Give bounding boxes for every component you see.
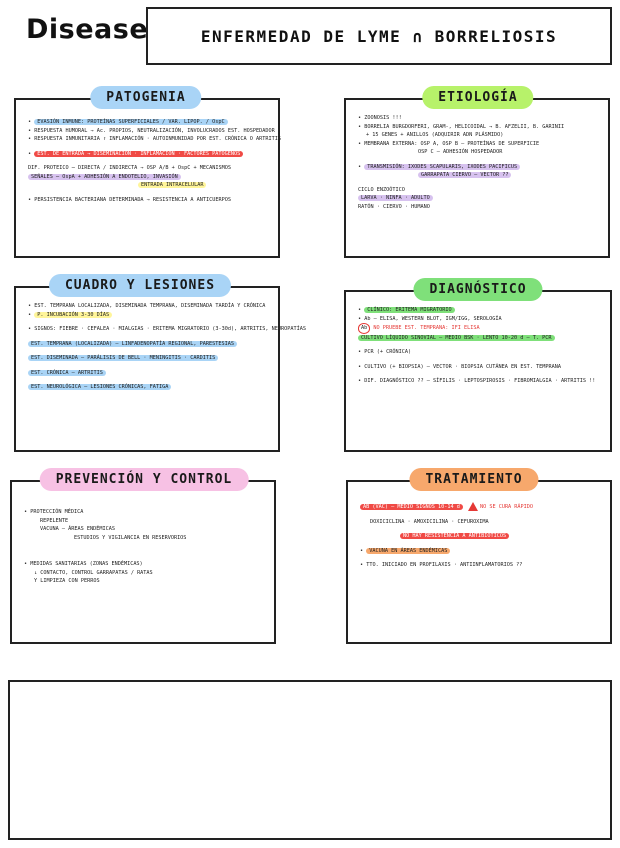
cuadro-line: P. INCUBACIÓN 3-30 DÍAS <box>34 312 112 318</box>
etiologia-content <box>358 114 598 211</box>
cuadro-line: EST. NEUROLÓGICA — LESIONES CRÓNICAS, FATIGA <box>28 384 171 390</box>
diagnostico-line: NO PRUEBE EST. TEMPRANA: IFI ELISA <box>373 325 480 331</box>
cuadro-line: EST. DISEMINADA — PARÁLISIS DE BELL · MENINGITIS · CARDITIS <box>28 355 218 361</box>
prevencion-line: ESTUDIOS Y VIGILANCIA EN RESERVORIOS <box>74 534 187 541</box>
prevencion-line: VACUNA — ÁREAS ENDÉMICAS <box>40 526 115 532</box>
patogenia-line: SEÑALES ─ OspA + ADHESIÓN A ENDOTELIO, INVASIÓN <box>28 174 181 180</box>
tratamiento-line: DOXICICLINA · AMOXICILINA · CEFUROXIMA <box>370 518 489 525</box>
patogenia-line: • PERSISTENCIA BACTERIANA DETERMINADA → RESISTENCIA A ANTICUERPOS <box>28 196 268 205</box>
tratamiento-line: AB (VAC) — MEDIO SIGNOS 10-14 d <box>360 504 463 510</box>
etiologia-title: ETIOLOGÍA <box>422 86 533 109</box>
diagnostico-line: CLÍNICO: ERITEMA MIGRATORIO <box>364 307 454 313</box>
prevencion-line: Y LIMPIEZA CON PERROS <box>34 578 100 584</box>
prevencion-line: • MEDIDAS SANITARIAS (ZONAS ENDÉMICAS) <box>24 560 264 569</box>
diagnostico-line: • DIF. DIAGNÓSTICO ?? — SÍFILIS · LEPTOSPIROSIS · FIBROMIALGIA · ARTRITIS !! <box>358 377 600 386</box>
section-diagnostico <box>344 290 612 452</box>
tratamiento-line: VACUNA EN ÁREAS ENDÉMICAS <box>366 548 450 554</box>
patogenia-content <box>28 118 281 204</box>
etiologia-line: OSP C — ADHESIÓN HOSPEDADOR <box>418 149 503 155</box>
prevencion-title: PREVENCIÓN Y CONTROL <box>40 468 249 491</box>
tratamiento-line: • TTO. INICIADO EN PROFILAXIS · ANTIINFLAMATORIOS ?? <box>360 561 600 570</box>
tratamiento-line: NO SE CURA RÁPIDO <box>479 504 534 510</box>
disease-title-box <box>146 7 612 65</box>
page-heading: Disease <box>26 14 149 45</box>
patogenia-line: ENTRADA INTRACELULAR <box>138 182 206 188</box>
patogenia-line: EVASIÓN INMUNE: PROTEÍNAS SUPERFICIALES / VAR. LIPOP. / OspC <box>34 119 227 125</box>
diagnostico-line: CULTIVO LÍQUIDO SINOVIAL — MEDIO BSK · LENTO 10-20 d — T. PCR <box>358 335 555 341</box>
warning-icon <box>468 502 478 511</box>
notes-box <box>8 680 612 840</box>
section-patogenia <box>14 98 280 258</box>
diagnostico-title: DIAGNÓSTICO <box>413 278 542 301</box>
section-cuadro <box>14 286 306 452</box>
tratamiento-line: NO HAY RESISTENCIA A ANTIBIÓTICOS <box>400 533 509 539</box>
etiologia-line: CICLO ENZOÓTICO <box>358 186 405 193</box>
prevencion-line: REPELENTE <box>40 517 69 524</box>
patogenia-line: DIF. PROTEICO ─ DIRECTA / INDIRECTA → OSP A/B + OspC + MECANISMOS <box>28 165 232 171</box>
patogenia-line: • RESPUESTA INMUNITARIA ↑ INFLAMACIÓN · AUTOINMUNIDAD POR EST. CRÓNICA O ARTRITIS <box>28 135 268 144</box>
diagnostico-line: • Ab — ELISA, WESTERN BLOT, IGM/IGG, SEROLOGÍA <box>358 315 600 324</box>
warning-circle-icon: Ab <box>358 323 370 334</box>
etiologia-line: + 15 GENES + ANILLOS (ADQUIRIR ADN PLÁSMIDO) <box>366 132 504 138</box>
etiologia-line: GARRAPATA CIERVO — VECTOR ?? <box>418 172 511 178</box>
section-tratamiento <box>346 480 612 644</box>
cuadro-content <box>28 302 306 392</box>
section-etiologia <box>344 98 610 258</box>
etiologia-line: • MEMBRANA EXTERNA: OSP A, OSP B — PROTEÍNAS DE SUPERFICIE <box>358 140 598 149</box>
etiologia-line: LARVA · NINFA · ADULTO <box>358 195 433 201</box>
tratamiento-content <box>360 502 600 570</box>
cuadro-line: • EST. TEMPRANA LOCALIZADA, DISEMINADA TEMPRANA, DISEMINADA TARDÍA Y CRÓNICA <box>28 302 268 311</box>
prevencion-content <box>24 508 264 586</box>
cuadro-line: • SIGNOS: FIEBRE · CEFALEA · MIALGIAS · ERITEMA MIGRATORIO (3-30d), ARTRITIS, NEUROPATÍAS <box>28 325 268 334</box>
etiologia-line: • BORRELIA BURGDORFERI, GRAM-, HELICOIDAL → B. AFZELII, B. GARINII <box>358 123 598 132</box>
prevencion-line: ↓ CONTACTO, CONTROL GARRAPATAS / RATAS <box>34 569 153 576</box>
patogenia-title: PATOGENIA <box>90 86 201 109</box>
cuadro-line: EST. TEMPRANA (LOCALIZADA) — LINFADENOPATÍA REGIONAL, PARESTESIAS <box>28 341 237 347</box>
patogenia-line: EST. DE ENTRADA → DISEMINACIÓN · INFLAMACIÓN · FACTORES PATÓGENOS <box>34 151 243 157</box>
etiologia-line: RATÓN · CIERVO · HUMANO <box>358 203 430 210</box>
diagnostico-line: • PCR (+ CRÓNICA) <box>358 348 600 357</box>
cuadro-line: EST. CRÓNICA — ARTRITIS <box>28 370 106 376</box>
tratamiento-title: TRATAMIENTO <box>409 468 538 491</box>
diagnostico-content <box>358 306 600 386</box>
etiologia-line: • ZOONOSIS !!! <box>358 114 598 123</box>
etiologia-line: TRANSMISIÓN: IXODES SCAPULARIS, IXODES PACIFICUS <box>364 164 520 170</box>
cuadro-title: CUADRO Y LESIONES <box>49 274 231 297</box>
patogenia-line: • RESPUESTA HUMORAL → Ac. PROPIOS, NEUTRALIZACIÓN, INVOLUCRADOS EST. HOSPEDADOR <box>28 127 268 136</box>
prevencion-line: • PROTECCIÓN MÉDICA <box>24 508 264 517</box>
section-prevencion <box>10 480 276 644</box>
disease-title: ENFERMEDAD DE LYME ∩ BORRELIOSIS <box>200 26 558 46</box>
diagnostico-line: • CULTIVO (+ BIOPSIA) — VECTOR · BIOPSIA CUTÁNEA EN EST. TEMPRANA <box>358 363 600 372</box>
